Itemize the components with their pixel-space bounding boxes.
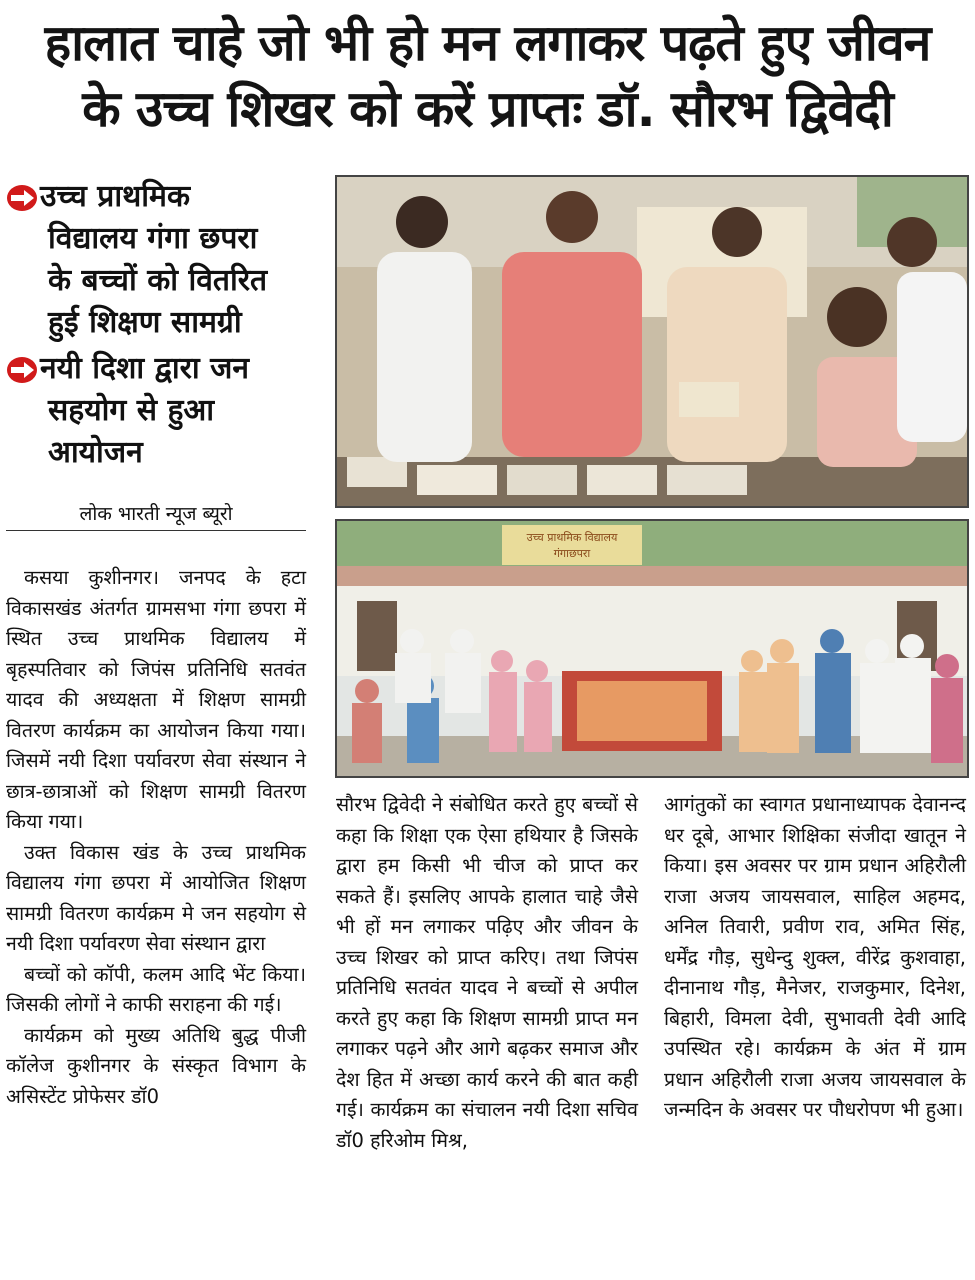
- article-column-2: [336, 790, 638, 1156]
- photo-school-group-icon: [337, 521, 967, 776]
- arrow-bullet-icon: [6, 356, 38, 384]
- col3-paragraph-1: आगंतुकों का स्वागत प्रधानाध्यापक देवानन्द धर दूबे, आभार शिक्षिका संजीदा खातून ने किया। इस अवसर पर ग्राम प्रधान अहिरौली राजा अजय जायसवाल, साहिल अहमद, अनिल तिवारी, प्रवीण राव, अमित सिंह, धर्मेंद्र गौड़, सुधेन्दु शुक्ल, वीरेंद्र कुशवाहा, दीनानाथ गौड़, मैनेजर, राजकुमार, दिनेश, बिहारी, विमला देवी, सुभावती देवी आदि उपस्थित रहे। कार्यक्रम के अंत में ग्राम प्रधान अहिरौली राजा अजय जायसवाल के जन्मदिन के अवसर पर पौधरोपण भी हुआ।: [664, 793, 966, 1121]
- col2-paragraph-1: सौरभ द्विवेदी ने संबोधित करते हुए बच्चों से कहा कि शिक्षा एक ऐसा हथियार है जिसके द्वारा हम किसी भी चीज को प्राप्त कर सकते हैं। इसलिए आपके हालात चाहे जैसे भी हों मन लगाकर पढ़िए और जीवन के उच्च शिखर को प्राप्त करिए। तथा जिपंस प्रतिनिधि सतवंत यादव ने बच्चों से अपील करते हुए कहा कि शिक्षण सामग्री प्राप्त मन लगाकर पढ़ने और आगे बढ़कर समाज और देश हित में अच्छा कार्य करने की बात कही गई। कार्यक्रम का संचालन नयी दिशा सचिव डॉ0 हरिओम मिश्र,: [336, 793, 638, 1152]
- bullet-2-line-2: सहयोग से हुआ: [48, 393, 215, 428]
- bullet-1-line-4: हुई शिक्षण सामग्री: [48, 305, 242, 340]
- byline: लोक भारती न्यूज ब्यूरो: [6, 498, 306, 531]
- article-column-1: [6, 563, 306, 1112]
- col1-paragraph-4: कार्यक्रम को मुख्य अतिथि बुद्ध पीजी कॉलेज कुशीनगर के संस्कृत विभाग के असिस्टेंट प्रोफेसर डॉ0: [6, 1023, 306, 1108]
- bullet-item-1: [6, 176, 326, 344]
- headline-line-2: के उच्च शिखर को करें प्राप्तः डॉ. सौरभ द्विवेदी: [82, 80, 893, 138]
- headline: [0, 10, 975, 142]
- photo-school-group: [335, 519, 969, 778]
- headline-line-1: हालात चाहे जो भी हो मन लगाकर पढ़ते हुए जीवन: [44, 14, 931, 72]
- bullet-1-line-2: विद्यालय गंगा छपरा: [48, 221, 258, 256]
- bullet-item-2: [6, 348, 326, 474]
- photo-distribution-icon: [337, 177, 967, 506]
- subheading-bullets: [6, 176, 326, 478]
- bullet-1-line-1: उच्च प्राथमिक: [40, 179, 191, 214]
- article-column-3: [664, 790, 966, 1126]
- bullet-2-line-1: नयी दिशा द्वारा जन: [40, 351, 249, 386]
- banner-school-name: उच्च प्राथमिक विद्यालय: [526, 531, 618, 544]
- arrow-bullet-icon: [6, 184, 38, 212]
- photo-distribution: [335, 175, 969, 508]
- col1-paragraph-1: कसया कुशीनगर। जनपद के हटा विकासखंड अंतर्गत ग्रामसभा गंगा छपरा में स्थित उच्च प्राथमिक विद्यालय में बृहस्पतिवार को जिपंस प्रतिनिधि सतवंत यादव की अध्यक्षता में शिक्षण सामग्री वितरण कार्यक्रम का आयोजन किया गया। जिसमें नयी दिशा पर्यावरण सेवा संस्थान ने छात्र-छात्राओं को शिक्षण सामग्री वितरण किया गया।: [6, 566, 306, 833]
- col1-paragraph-3: बच्चों को कॉपी, कलम आदि भेंट किया। जिसकी लोगों ने काफी सराहना की गई।: [6, 962, 306, 1016]
- bullet-2-line-3: आयोजन: [48, 435, 143, 470]
- bullet-1-line-3: के बच्चों को वितरित: [48, 263, 268, 298]
- col1-paragraph-2: उक्त विकास खंड के उच्च प्राथमिक विद्यालय गंगा छपरा में आयोजित शिक्षण सामग्री वितरण कार्यक्रम मे जन सहयोग से नयी दिशा पर्यावरण सेवा संस्थान द्वारा: [6, 840, 306, 955]
- banner-village-name: गंगाछपरा: [553, 547, 591, 560]
